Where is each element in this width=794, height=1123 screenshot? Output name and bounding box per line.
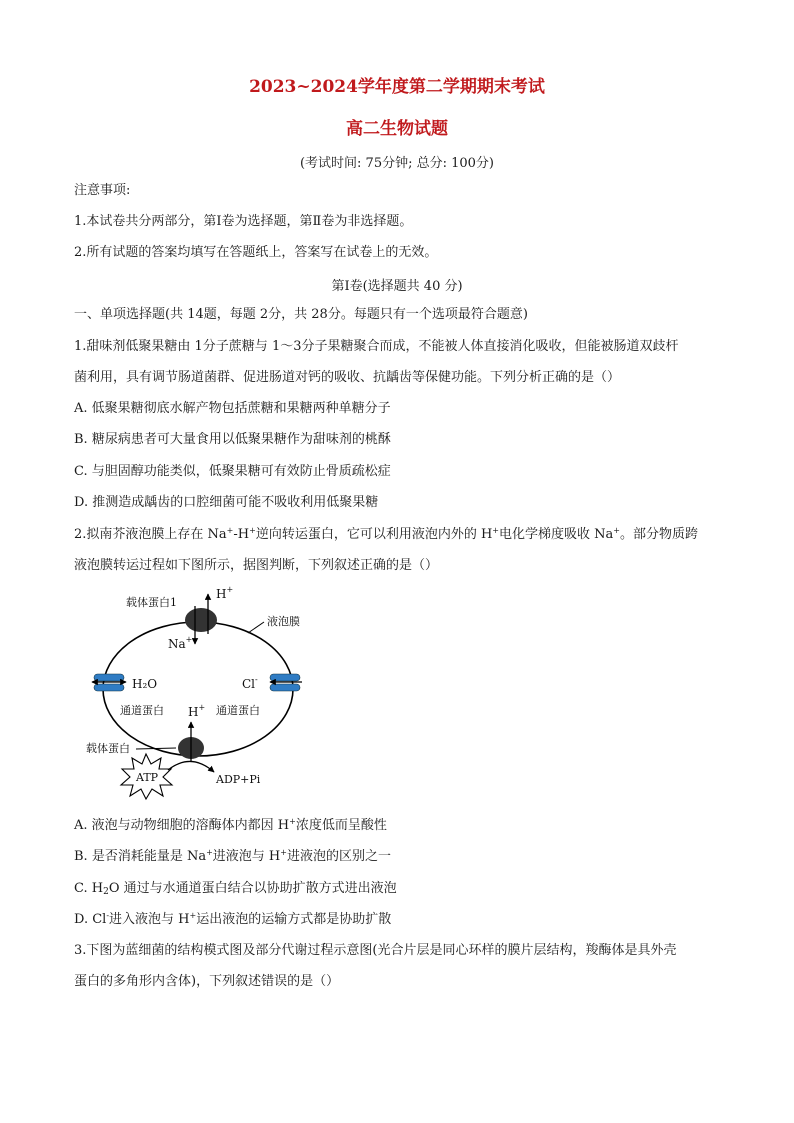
q2-stem-line1: 2.拟南芥液泡膜上存在 Na+-H+逆向转运蛋白，它可以利用液泡内外的 H+电化学梯度吸收 Na+。部分物质跨 xyxy=(74,526,698,542)
channel-protein-left-top xyxy=(94,674,124,681)
label-h2o: H₂O xyxy=(132,677,158,691)
label-h-top: H+ xyxy=(216,586,234,601)
q1-option-c: C. 与胆固醇功能类似，低聚果糖可有效防止骨质疏松症 xyxy=(74,464,391,479)
section-heading: 第Ⅰ卷(选择题共 40 分) xyxy=(331,279,463,294)
q2-option-d: D. Cl-进入液泡与 H+运出液泡的运输方式都是协助扩散 xyxy=(74,911,392,927)
notes-heading: 注意事项: xyxy=(74,183,131,198)
label-channel-right: 通道蛋白 xyxy=(216,704,260,717)
q3-stem-line2: 蛋白的多角形内含体)，下列叙述错误的是（） xyxy=(74,974,340,989)
q2-stem-line2: 液泡膜转运过程如下图所示，据图判断，下列叙述正确的是（） xyxy=(74,558,439,573)
label-vacuole-membrane: 液泡膜 xyxy=(267,615,300,628)
label-atp: ATP xyxy=(136,771,159,784)
exam-info: (考试时间: 75分钟; 总分: 100分) xyxy=(299,156,495,171)
label-adp: ADP+Pi xyxy=(216,773,261,786)
q1-option-a: A. 低聚果糖彻底水解产物包括蔗糖和果糖两种单糖分子 xyxy=(74,401,391,416)
channel-protein-right-top xyxy=(270,674,300,681)
q2-option-b: B. 是否消耗能量是 Na+进液泡与 H+进液泡的区别之一 xyxy=(74,848,391,864)
vacuole-transport-figure xyxy=(86,586,310,804)
q1-stem-line1: 1.甜味剂低聚果糖由 1分子蔗糖与 1～3分子果糖聚合而成，不能被人体直接消化吸收，但能被肠道双歧杆 xyxy=(74,339,679,354)
q1-option-b: B. 糖尿病患者可大量食用以低聚果糖作为甜味剂的桃酥 xyxy=(74,432,391,447)
label-h-bottom: H+ xyxy=(188,703,206,719)
label-cl: Cl- xyxy=(242,675,258,691)
note-item-1: 1.本试卷共分两部分，第Ⅰ卷为选择题，第Ⅱ卷为非选择题。 xyxy=(74,214,413,229)
label-carrier-protein-1: 载体蛋白1 xyxy=(126,596,177,609)
label-na: Na+ xyxy=(168,635,193,651)
channel-protein-right-bottom xyxy=(270,684,300,691)
exam-title: 2023~2024学年度第二学期期末考试 xyxy=(249,77,545,97)
label-carrier-protein: 载体蛋白 xyxy=(86,742,130,755)
note-item-2: 2.所有试题的答案均填写在答题纸上，答案写在试卷上的无效。 xyxy=(74,245,438,260)
q3-stem-line1: 3.下图为蓝细菌的结构模式图及部分代谢过程示意图(光合片层是同心环样的膜片层结构，羧酶体是具外壳 xyxy=(74,943,677,958)
q1-stem-line2: 菌利用，具有调节肠道菌群、促进肠道对钙的吸收、抗龋齿等保健功能。下列分析正确的是（） xyxy=(74,370,621,385)
part-title: 一、单项选择题(共 14题，每题 2分，共 28分。每题只有一个选项最符合题意) xyxy=(74,307,528,322)
exam-subtitle: 高二生物试题 xyxy=(346,119,448,139)
channel-protein-left-bottom xyxy=(94,684,124,691)
q2-option-c: C. $H_2O$ 通过与水通道蛋白结合以协助扩散方式进出液泡 xyxy=(74,881,397,897)
carrier-protein-1 xyxy=(185,608,217,632)
label-channel-left: 通道蛋白 xyxy=(120,704,164,717)
q1-option-d: D. 推测造成龋齿的口腔细菌可能不吸收利用低聚果糖 xyxy=(74,495,379,510)
q2-option-a: A. 液泡与动物细胞的溶酶体内都因 H+浓度低而呈酸性 xyxy=(74,817,387,833)
